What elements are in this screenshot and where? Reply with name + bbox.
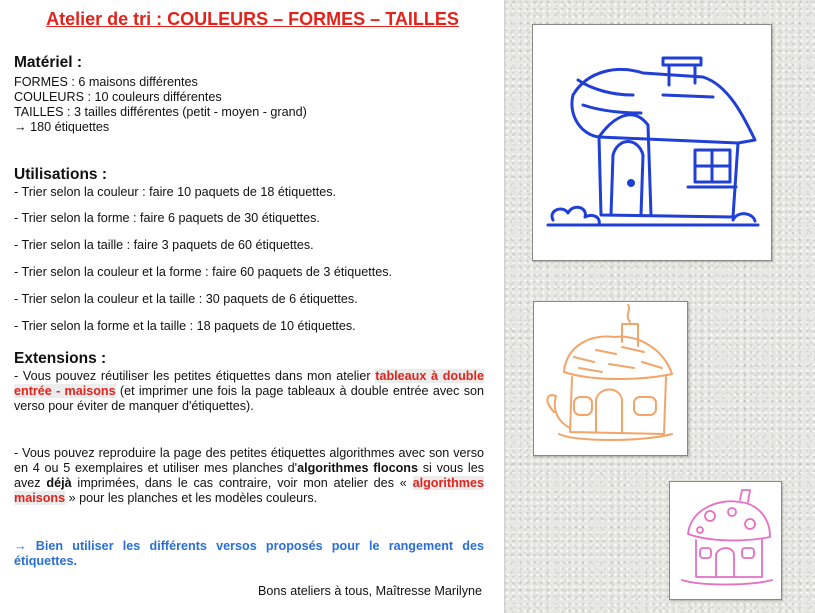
tip-text: → Bien utiliser les différents versos proposés pour le rangement des étiquettes. <box>14 539 484 568</box>
materiel-line: TAILLES : 3 tailles différentes (petit - moyen - grand) <box>14 105 307 119</box>
extension-text: imprimées, dans le cas contraire, voir mon atelier des « <box>71 476 407 490</box>
house-orange-icon <box>534 302 689 457</box>
extension-paragraph-1 <box>14 369 484 414</box>
algorithmes-flocons-text: algorithmes flocons <box>297 461 418 475</box>
link-tableaux-double-entree[interactable]: tableaux à double entrée - maisons <box>14 369 485 398</box>
materiel-line: COULEURS : 10 couleurs différentes <box>14 90 222 104</box>
house-pink-icon <box>670 482 783 601</box>
materiel-line: → 180 étiquettes <box>14 120 110 134</box>
utilisation-item: - Trier selon la forme et la taille : 18 paquets de 10 étiquettes. <box>14 319 356 333</box>
extension-text: si vous les avez <box>14 461 485 490</box>
extension-text: - Vous pouvez réutiliser les petites étiquettes dans mon atelier <box>14 369 371 383</box>
utilisation-item: - Trier selon la couleur et la taille : 30 paquets de 6 étiquettes. <box>14 292 358 306</box>
extension-text: - Vous pouvez reproduire la page des petites étiquettes algorithmes avec son verso en 4 ou 5 exemplaires et utiliser mes planches d' <box>14 446 484 475</box>
extension-paragraph-2 <box>14 446 484 506</box>
utilisations-heading: Utilisations : <box>14 166 108 183</box>
link-algorithmes-maisons[interactable]: algorithmes maisons <box>14 476 484 505</box>
extension-text: (et imprimer une fois la page tableaux à double entrée avec son verso pour éviter de manquer d'étiquettes). <box>14 384 485 413</box>
house-pink-small-image <box>669 481 782 600</box>
materiel-heading: Matériel : <box>14 54 83 71</box>
utilisation-item: - Trier selon la forme : faire 6 paquets de 30 étiquettes. <box>14 211 320 225</box>
extensions-heading: Extensions : <box>14 350 107 367</box>
utilisation-item: - Trier selon la couleur : faire 10 paquets de 18 étiquettes. <box>14 185 337 199</box>
house-blue-icon <box>533 25 773 262</box>
extension-text: » pour les planches et les modèles couleurs. <box>68 491 318 505</box>
page-title: Atelier de tri : COULEURS – FORMES – TAILLES <box>46 9 459 29</box>
signature: Bons ateliers à tous, Maîtresse Marilyne <box>258 584 482 598</box>
materiel-line: FORMES : 6 maisons différentes <box>14 75 198 89</box>
house-orange-medium-image <box>533 301 688 456</box>
house-blue-large-image <box>532 24 772 261</box>
utilisation-item: - Trier selon la taille : faire 3 paquets de 60 étiquettes. <box>14 238 314 252</box>
utilisation-item: - Trier selon la couleur et la forme : faire 60 paquets de 3 étiquettes. <box>14 265 393 279</box>
deja-text: déjà <box>46 476 72 490</box>
